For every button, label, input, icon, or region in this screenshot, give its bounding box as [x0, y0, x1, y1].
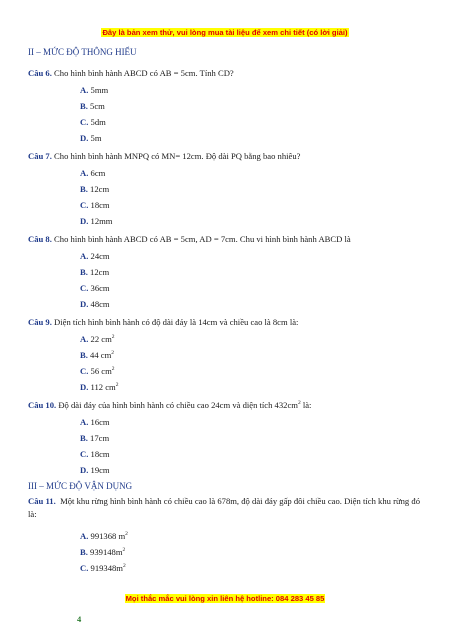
option: B. 5cm: [80, 101, 105, 111]
option: A. 5mm: [80, 85, 109, 95]
question-7: Câu 7. Cho hình bình hành MNPQ có MN= 12cm. Độ dài PQ bằng bao nhiêu?: [28, 151, 301, 161]
option: C. 56 $cm^2$: [80, 366, 115, 376]
preview-notice: Đây là bản xem thử, vui lòng mua tài liệu để xem chi tiết (có lời giải): [102, 28, 348, 37]
page-number: 4: [77, 614, 82, 624]
option: D. 112 $cm^2$: [80, 382, 119, 392]
option: A. 24cm: [80, 251, 110, 261]
option: C. $919348m^2$: [80, 563, 126, 573]
question-11: Câu 11. Một khu rừng hình bình hành có chiều cao là 678m, độ dài đáy gấp đôi chiều cao. Diện tích khu rừng đó là:: [28, 496, 421, 519]
option: D. 48cm: [80, 299, 110, 309]
option: D. 5m: [80, 133, 102, 143]
option: A. 991368 $m^2$: [80, 531, 128, 541]
section-heading-comprehension: II – MỨC ĐỘ THÔNG HIỂU: [28, 47, 137, 57]
question-10: Câu 10. Độ dài đáy của hình bình hành có chiều cao 24cm và diện tích $432cm^2$ là:: [28, 400, 312, 410]
section-heading-application: III – MỨC ĐỘ VẬN DỤNG: [28, 481, 133, 491]
option: A. 22 $cm^2$: [80, 334, 115, 344]
hotline-notice: Mọi thắc mắc vui lòng xin liên hệ hotline: 084 283 45 85: [125, 594, 325, 603]
option: B. $939148m^2$: [80, 547, 126, 557]
option: D. 19cm: [80, 465, 110, 475]
option: A. 16cm: [80, 417, 110, 427]
option: B. 12cm: [80, 267, 110, 277]
question-8: Câu 8. Cho hình bình hành ABCD có AB = 5cm, AD = 7cm. Chu vi hình bình hành ABCD là: [28, 234, 351, 244]
question-9: Câu 9. Diện tích hình bình hành có độ dài đáy là 14cm và chiều cao là 8cm là:: [28, 317, 299, 327]
option: B. 12cm: [80, 184, 110, 194]
option: C. 36cm: [80, 283, 110, 293]
option: C. 5dm: [80, 117, 106, 127]
option: A. 6cm: [80, 168, 106, 178]
option: C. 18cm: [80, 200, 110, 210]
option: C. 18cm: [80, 449, 110, 459]
option: B. 44 $cm^2$: [80, 350, 115, 360]
option: D. 12mm: [80, 216, 113, 226]
question-6: Câu 6. Cho hình bình hành ABCD có AB = 5cm. Tính CD?: [28, 68, 234, 78]
option: B. 17cm: [80, 433, 110, 443]
